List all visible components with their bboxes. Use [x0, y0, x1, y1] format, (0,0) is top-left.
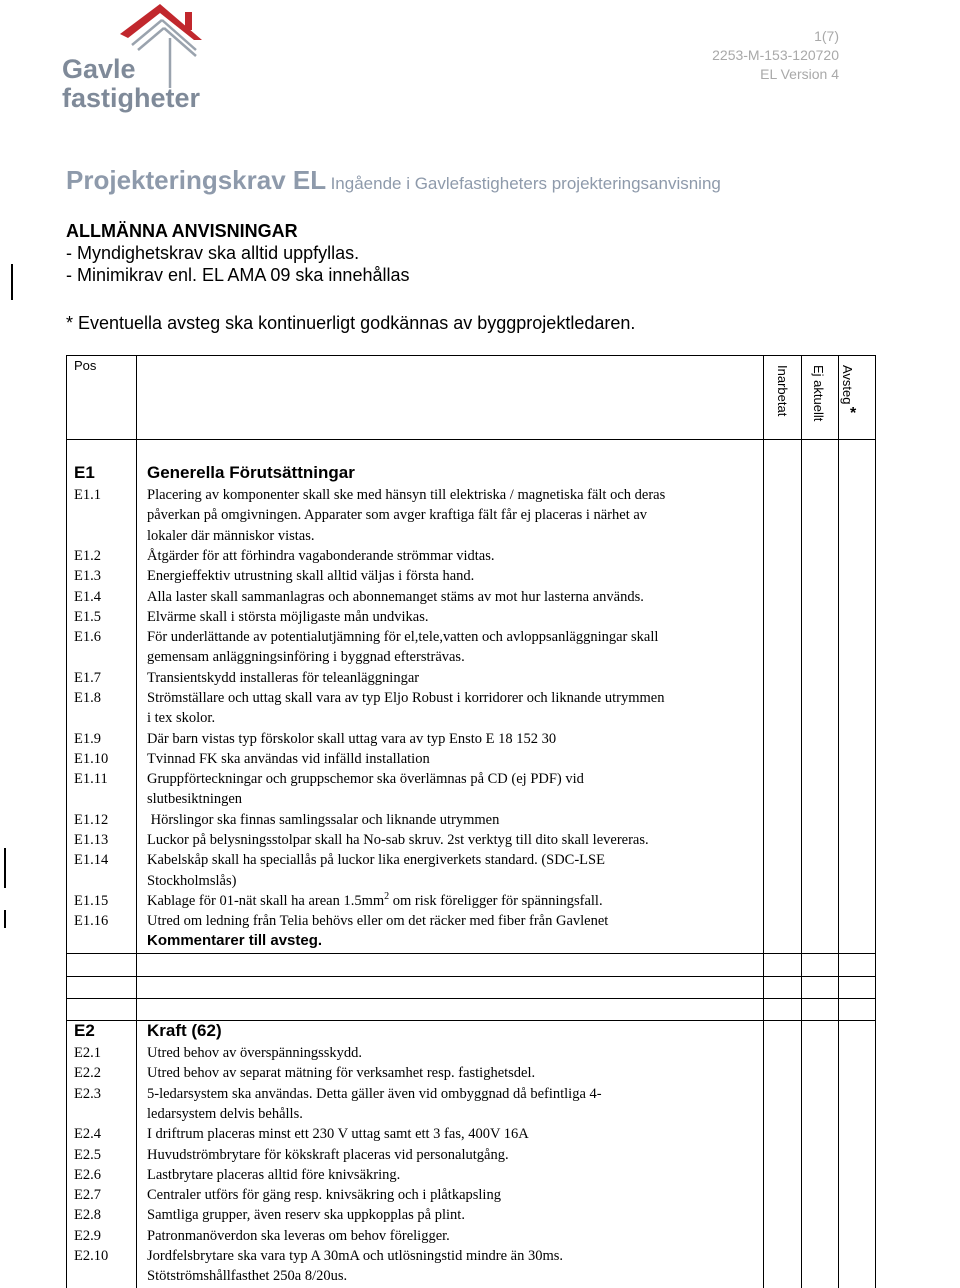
requirement-id: E1.10 [74, 750, 109, 767]
requirement-text-line: Elvärme skall i största möjligaste mån undvikas. [147, 608, 429, 625]
general-line-2: - Minimikrav enl. EL AMA 09 ska innehållas [66, 265, 410, 285]
requirement-text-line: Utred behov av överspänningsskydd. [147, 1045, 363, 1061]
requirement-text [147, 769, 747, 810]
requirement-id: E2.4 [74, 1126, 101, 1143]
requirement-id: E1.14 [74, 852, 109, 869]
requirement-text-line: Transientskydd installeras för teleanläggningar [147, 669, 420, 686]
requirement-text [147, 911, 747, 931]
requirement-id: E1.8 [74, 690, 101, 706]
requirement-text [147, 688, 747, 729]
page-number: 1(7) [814, 28, 839, 44]
requirement-text-line: Centraler utförs för gäng resp. knivsäkring och i plåtkapsling [147, 1187, 501, 1204]
column-header-ej-aktuellt: Ej aktuellt [811, 365, 826, 422]
general-note: * Eventuella avsteg ska kontinuerligt godkännas av byggprojektledaren. [66, 313, 636, 333]
change-bar [4, 910, 6, 928]
column-header-inarbetat: Inarbetat [775, 365, 790, 417]
requirement-id: E2.3 [74, 1085, 101, 1102]
requirement-text-line: påverkan på omgivningen. Apparater som avger kraftiga fält får ej placeras i närhet av [147, 507, 648, 524]
requirement-text [147, 627, 747, 668]
section-title: Generella Förutsättningar [147, 463, 355, 482]
requirement-text-line: Alla laster skall sammanlagras och abonnemanget stäms av mot hur lasterna används. [147, 588, 644, 605]
section-id: E2 [74, 1021, 95, 1040]
section-id: E1 [74, 463, 95, 482]
requirement-id: E1.12 [74, 811, 109, 828]
requirement-text-line: Åtgärder för att förhindra vagabonderande strömmar vidtas. [147, 547, 495, 564]
document-id: 2253-M-153-120720 [712, 47, 839, 63]
requirement-text-line: lokaler där människor vistas. [147, 527, 315, 544]
requirement-id: E1.16 [74, 913, 109, 930]
requirement-text [147, 1185, 747, 1205]
requirement-text [147, 729, 747, 749]
requirement-text [147, 830, 747, 850]
requirement-id: E2.8 [74, 1207, 101, 1224]
requirement-text-line: Samtliga grupper, även reserv ska uppkopplas på plint. [147, 1207, 465, 1224]
change-bar [4, 848, 6, 888]
avsteg-star: * [850, 405, 857, 422]
requirement-id: E1.9 [74, 730, 101, 747]
requirement-text-line: Kabelskåp skall ha speciallås på luckor lika energiverkets standard. (SDC-LSE [147, 852, 605, 869]
requirement-text-line: Patronmanöverdon ska leveras om behov föreligger. [147, 1227, 450, 1244]
requirement-text [147, 749, 747, 769]
requirement-id: E1.13 [74, 832, 109, 849]
title-main: Projekteringskrav EL [66, 165, 327, 195]
requirement-text-line: Gruppförteckningar och gruppschemor ska överlämnas på CD (ej PDF) vid [147, 771, 584, 788]
change-bar [11, 264, 13, 300]
requirement-text-line: Jordfelsbrytare ska vara typ A 30mA och utlösningstid mindre än 30ms. [147, 1248, 564, 1264]
requirement-id: E1.11 [74, 771, 108, 788]
requirement-text-line: Stockholmslås) [147, 872, 237, 889]
requirement-text-line: För underlättande av potentialutjämning för el,tele,vatten och avloppsanläggningar skall [147, 629, 659, 646]
requirement-id: E2.5 [74, 1146, 101, 1163]
requirement-id: E1.15 [74, 893, 109, 909]
requirement-text-line: Kablage för 01-nät skall ha arean $1.5mm^2$ om risk föreligger för spänningsfall. [147, 891, 603, 909]
requirement-text [147, 850, 747, 891]
requirement-text [147, 607, 747, 627]
logo-text-fastigheter: fastigheter [62, 83, 201, 113]
requirements-table [66, 355, 876, 1288]
requirement-id: E2.1 [74, 1045, 101, 1061]
requirement-text-line: Luckor på belysningsstolpar skall ha No-sab skruv. 2st verktyg till dito skall levereras. [147, 832, 649, 849]
requirement-text-line: I driftrum placeras minst ett 230 V uttag samt ett 3 fas, 400V 16A [147, 1126, 529, 1143]
requirement-text [147, 485, 747, 546]
requirement-id: E1.5 [74, 608, 101, 625]
requirement-text-line: Där barn vistas typ förskolor skall uttag vara av typ Ensto E 18 152 30 [147, 730, 557, 747]
requirement-text-line: 5-ledarsystem ska användas. Detta gäller även vid ombyggnad då befintliga 4- [147, 1085, 602, 1102]
requirement-text-line: i tex skolor. [147, 710, 216, 727]
column-header-avsteg: Avsteg [840, 365, 855, 405]
requirement-text [147, 1124, 747, 1144]
requirement-id: E1.7 [74, 669, 101, 686]
requirement-text-line: Utred behov av separat mätning för verksamhet resp. fastighetsdel. [147, 1065, 536, 1082]
comments-label: Kommentarer till avsteg. [147, 932, 323, 949]
requirement-id: E2.6 [74, 1166, 101, 1183]
requirement-text-line: Stötströmshållfasthet 250a 8/20us. [147, 1268, 348, 1285]
requirement-text-line: Strömställare och uttag skall vara av typ Eljo Robust i korridorer och liknande utrymmen [147, 690, 665, 706]
requirement-text [147, 1165, 747, 1185]
requirement-text [147, 1205, 747, 1225]
requirement-text [147, 891, 747, 911]
requirement-text [147, 668, 747, 688]
requirement-id: E2.10 [74, 1248, 109, 1264]
requirement-text-line: Energieffektiv utrustning skall alltid väljas i första hand. [147, 568, 475, 585]
requirement-id: E1.4 [74, 588, 101, 605]
requirement-id: E2.7 [74, 1187, 101, 1204]
title-sub: Ingående i Gavlefastigheters projekteringsanvisning [330, 174, 721, 193]
requirement-text-line: Huvudströmbrytare för kökskraft placeras vid personalutgång. [147, 1146, 509, 1163]
document-version: EL Version 4 [760, 66, 839, 82]
requirement-id: E1.3 [74, 568, 101, 585]
requirement-text [147, 566, 747, 586]
general-line-1: - Myndighetskrav ska alltid uppfyllas. [66, 243, 360, 263]
requirement-text-line: Hörslingor ska finnas samlingssalar och liknande utrymmen [147, 811, 500, 828]
requirement-text-line: ledarsystem delvis behålls. [147, 1105, 303, 1122]
requirement-text [147, 1043, 747, 1063]
requirement-text-line: gemensam anläggningsinföring i byggnad eftersträvas. [147, 649, 465, 666]
requirement-text [147, 1063, 747, 1083]
requirement-text-line: slutbesiktningen [147, 791, 243, 808]
logo-text-gavle: Gavle [62, 54, 136, 84]
requirement-text [147, 1226, 747, 1246]
requirement-text [147, 1145, 747, 1165]
requirement-id: E2.2 [74, 1065, 101, 1082]
requirement-text-line: Utred om ledning från Telia behövs eller om det räcker med fiber från Gavlenet [147, 913, 609, 930]
requirement-text [147, 1084, 747, 1125]
requirement-id: E1.2 [74, 547, 101, 564]
general-heading: ALLMÄNNA ANVISNINGAR [66, 221, 298, 241]
requirement-id: E1.6 [74, 629, 101, 646]
requirement-text [147, 587, 747, 607]
requirement-text-line: Tvinnad FK ska användas vid infälld installation [147, 750, 430, 767]
requirement-text-line: Placering av komponenter skall ske med hänsyn till elektriska / magnetiska fält och deras [147, 487, 666, 503]
column-header-pos: Pos [74, 358, 97, 373]
page-title [66, 165, 721, 196]
requirement-id: E1.1 [74, 487, 101, 503]
requirement-id: E2.9 [74, 1227, 101, 1244]
requirement-text-line: Lastbrytare placeras alltid före knivsäkring. [147, 1166, 401, 1183]
section-title: Kraft (62) [147, 1021, 222, 1040]
requirement-text [147, 810, 747, 830]
requirement-text [147, 546, 747, 566]
requirement-text [147, 1246, 747, 1287]
